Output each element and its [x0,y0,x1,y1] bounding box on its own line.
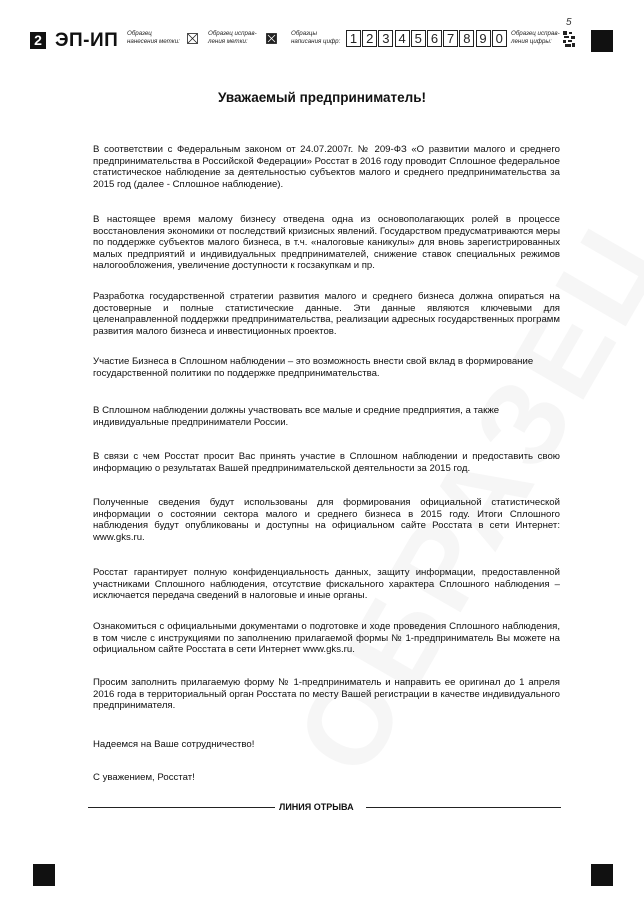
digit-samples-label: Образцы написания цифр: [291,30,341,45]
corrected-digit-icon [563,31,575,47]
page-number: 5 [566,17,572,28]
corrected-mark-icon [266,33,277,44]
paragraph-participation: Участие Бизнеса в Сплошном наблюдении – это возможность внести свой вклад в формирование государственной политики по поддержке предпринимательства. [93,356,534,379]
corrected-mark-label: Образец исправ- ления метки: [208,30,257,45]
mark-sample-icon [187,33,198,44]
paragraph-federal-law: В соответствии с Федеральным законом от 24.07.2007г. № 209-ФЗ «О развитии малого и среднего предпринимательства в Российской Федерации» Росстат в 2016 году проводит Сплошное федеральное статистическое наблюдение за деятельностью субъектов малого и среднего предпринимательства за 2015 год (далее - Сплошное наблюдение). [93,144,560,190]
digit-sample: 9 [476,30,491,47]
digit-sample: 1 [346,30,361,47]
paragraph-deadline: Просим заполнить прилагаемую форму № 1-предприниматель и направить ее оригинал до 1 апреля 2016 года в территориальный орган Росстата по месту Вашей регистрации в качестве индивидуального предпринимателя. [93,677,560,712]
digit-sample: 6 [427,30,442,47]
paragraph-state-strategy: Разработка государственной стратегии развития малого и среднего бизнеса должна опираться на достоверные и полные статистические данные. Эти данные являются ключевыми для целенаправленной поддержки предпринимательства, реализации адресных государственных программ развития малого бизнеса и инвестиционных проектов. [93,291,560,337]
digit-sample: 0 [492,30,507,47]
paragraph-who-participates: В Сплошном наблюдении должны участвовать все малые и средние предприятия, а также индивидуальные предприниматели России. [93,405,500,428]
corrected-digit-label: Образец исправ- ления цифры: [511,30,560,45]
paragraph-documents: Ознакомиться с официальными документами о подготовке и ходе проведения Сплошного наблюдения, в том числе с инструкциями по заполнению прилагаемой формы № 1-предприниматель Вы можете на официальном сайте Росстата в сети Интернет www.gks.ru. [93,621,560,656]
corner-marker-bottom-right [591,864,613,886]
digit-sample: 7 [443,30,458,47]
digit-sample: 5 [411,30,426,47]
digit-sample: 8 [459,30,474,47]
digit-sample: 4 [395,30,410,47]
form-number-badge: 2 [30,32,46,49]
paragraph-confidentiality: Росстат гарантирует полную конфиденциальность данных, защиту информации, предоставленной участниками Сплошного наблюдения, отсутствие фискального характера Сплошного наблюдения – исключается передача сведений в налоговые и иные органы. [93,567,560,602]
form-code: ЭП-ИП [55,30,119,51]
paragraph-request: В связи с чем Росстат просит Вас принять участие в Сплошном наблюдении и предоставить свою информацию о результатах Вашей предпринимательской деятельности за 2015 год. [93,451,560,474]
corner-marker-bottom-left [33,864,55,886]
tear-line-label: ЛИНИЯ ОТРЫВА [279,802,354,812]
digit-sample: 2 [362,30,377,47]
paragraph-results-usage: Полученные сведения будут использованы для формирования официальной статистической информации о состоянии сектора малого и среднего бизнеса в 2015 году. Итоги Сплошного наблюдения будут опубликованы и доступны на официальном сайте Росстата в сети Интернет: www.gks.ru. [93,497,560,543]
letter-title: Уважаемый предприниматель! [217,90,427,105]
digit-samples [346,30,508,47]
paragraph-small-business-role: В настоящее время малому бизнесу отведена одна из основополагающих ролей в процессе восстановления экономики от последствий кризисных явлений. Государством предусматриваются меры по поддержке субъектов малого бизнеса, в т.ч. «налоговые каникулы» для вновь зарегистрированных малых предприятий и индивидуальных предпринимателей, снижение ставок специальных режимов налогообложения, увеличение доступности к госзакупкам и пр. [93,214,560,272]
mark-sample-label: Образец нанесения метки: [127,30,180,45]
corner-marker-top-right [591,30,613,52]
paragraph-signature: С уважением, Росстат! [93,772,195,783]
paragraph-cooperation: Надеемся на Ваше сотрудничество! [93,739,255,750]
digit-sample: 3 [378,30,393,47]
